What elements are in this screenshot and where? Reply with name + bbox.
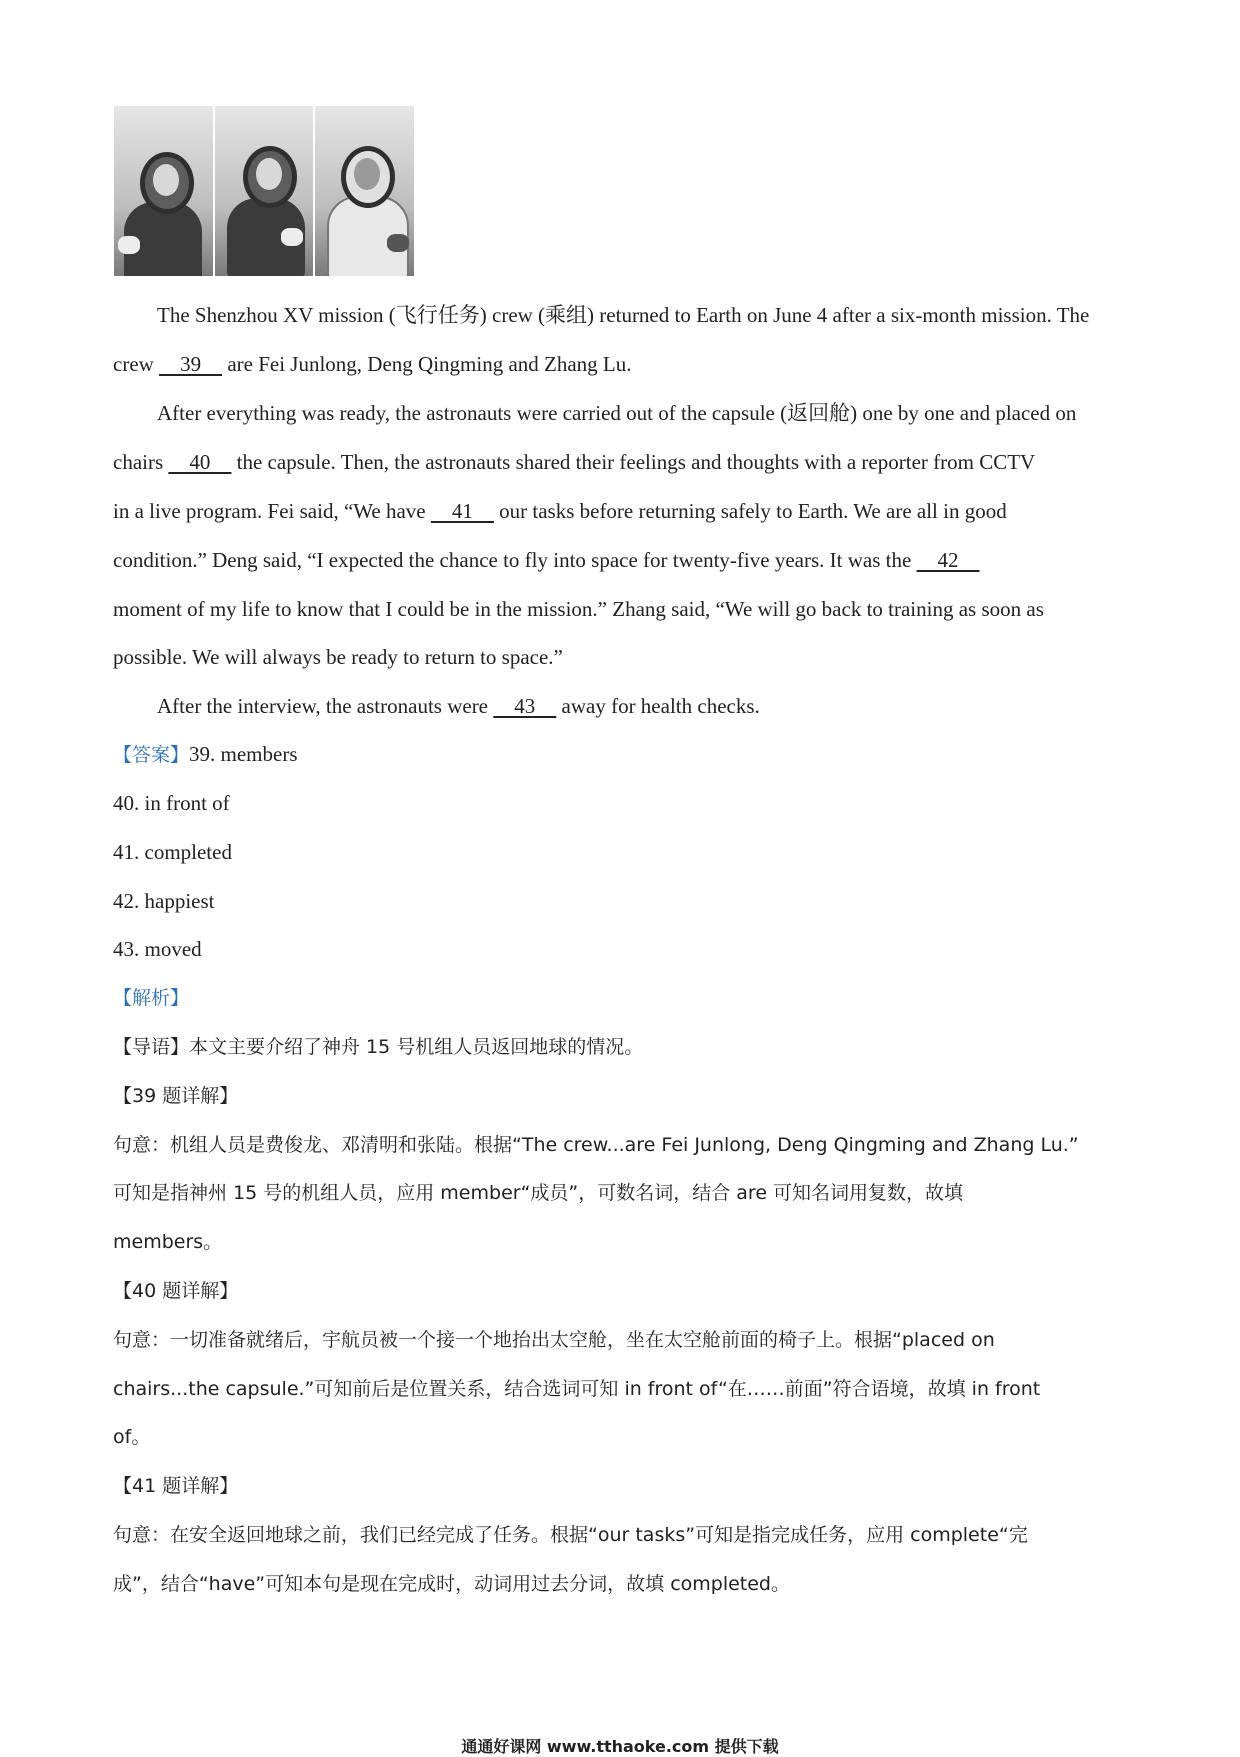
analysis-line: members。 — [113, 1231, 223, 1253]
passage-line: chairs 40 the capsule. Then, the astronauts shared their feelings and thoughts with a reporter from CCTV — [113, 450, 1036, 474]
answer-line: 43. moved — [113, 937, 202, 961]
q41-title: 【41 题详解】 — [113, 1475, 239, 1497]
answer-label: 【答案】 — [113, 744, 190, 766]
q40-title: 【40 题详解】 — [113, 1280, 239, 1302]
blank-40[interactable]: 40 — [168, 450, 232, 474]
blank-43[interactable]: 43 — [493, 694, 557, 718]
passage-line: moment of my life to know that I could be in the mission.” Zhang said, “We will go back to training as soon as — [113, 597, 1044, 621]
analysis-line: 可知是指神州 15 号的机组人员，应用 member“成员”，可数名词，结合 are 可知名词用复数，故填 — [113, 1182, 964, 1204]
passage-line: in a live program. Fei said, “We have 41 our tasks before returning safely to Earth. We are all in good — [113, 499, 1007, 523]
photo-panel-middle — [215, 106, 314, 276]
analysis-label: 【解析】 — [113, 987, 190, 1009]
blank-42[interactable]: 42 — [916, 548, 980, 572]
passage-line: condition.” Deng said, “I expected the chance to fly into space for twenty-five years. It was the 42 — [113, 548, 980, 572]
blank-39[interactable]: 39 — [159, 352, 223, 376]
analysis-line: chairs...the capsule.”可知前后是位置关系，结合选词可知 in front of“在……前面”符合语境，故填 in front — [113, 1378, 1041, 1400]
photo-panel-right — [315, 106, 414, 276]
passage-line: After the interview, the astronauts were 43 away for health checks. — [157, 694, 760, 718]
astronaut-photo — [114, 106, 414, 276]
blank-41[interactable]: 41 — [430, 499, 494, 523]
answer-line: 42. happiest — [113, 889, 215, 913]
q39-title: 【39 题详解】 — [113, 1085, 239, 1107]
passage-line: After everything was ready, the astronauts were carried out of the capsule (返回舱) one by one and placed on — [157, 401, 1077, 425]
answer-line: 41. completed — [113, 840, 232, 864]
analysis-line: 句意：机组人员是费俊龙、邓清明和张陆。根据“The crew...are Fei Junlong, Deng Qingming and Zhang Lu.” — [113, 1134, 1079, 1156]
analysis-line: 句意：在安全返回地球之前，我们已经完成了任务。根据“our tasks”可知是指完成任务，应用 complete“完 — [113, 1524, 1028, 1546]
answer-line: 【答案】39. members — [113, 742, 298, 766]
photo-panel-left — [114, 106, 213, 276]
page-footer: 通通好课网 www.tthaoke.com 提供下载 — [461, 1737, 779, 1756]
analysis-line: of。 — [113, 1426, 151, 1448]
passage-line: The Shenzhou XV mission (飞行任务) crew (乘组) returned to Earth on June 4 after a six-month mission. The — [157, 303, 1090, 327]
passage-line: crew 39 are Fei Junlong, Deng Qingming and Zhang Lu. — [113, 352, 632, 376]
analysis-line: 句意：一切准备就绪后，宇航员被一个接一个地抬出太空舱，坐在太空舱前面的椅子上。根据“placed on — [113, 1329, 995, 1351]
analysis-line: 成”，结合“have”可知本句是现在完成时，动词用过去分词，故填 completed。 — [113, 1573, 790, 1595]
answer-line: 40. in front of — [113, 791, 230, 815]
passage-line: possible. We will always be ready to return to space.” — [113, 645, 563, 669]
guide-line: 【导语】本文主要介绍了神舟 15 号机组人员返回地球的情况。 — [113, 1036, 644, 1058]
